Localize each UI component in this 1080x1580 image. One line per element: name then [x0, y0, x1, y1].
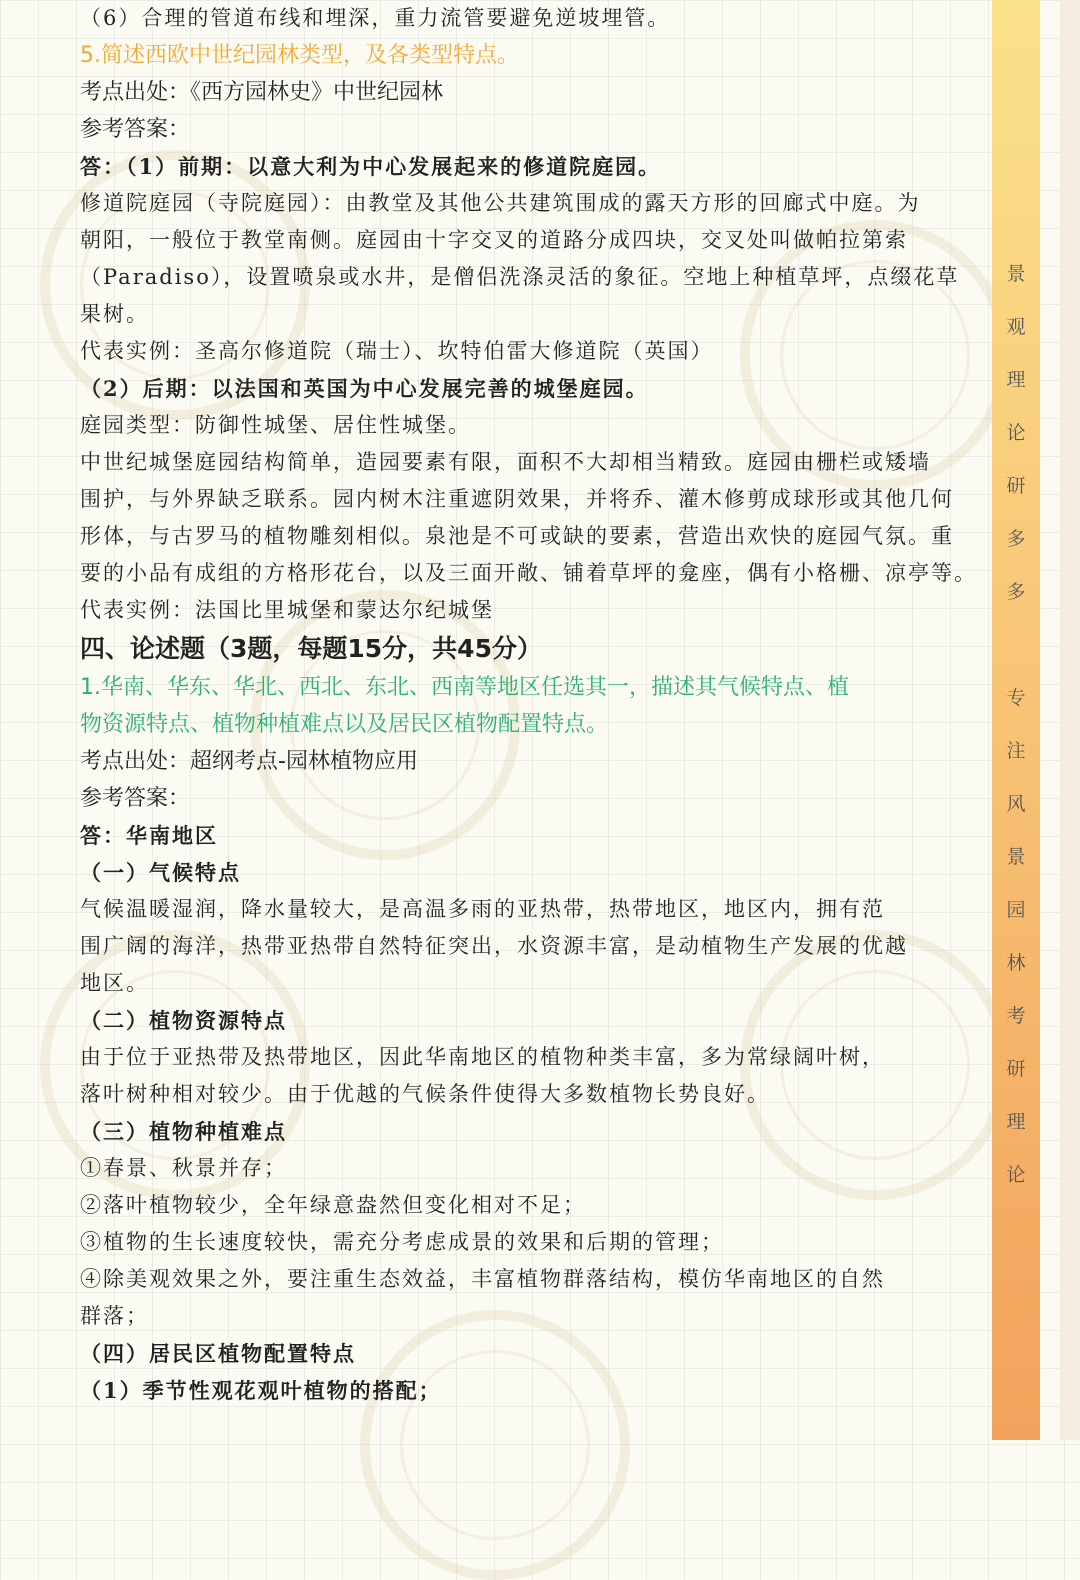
text-line: 群落；	[80, 1304, 149, 1328]
sidebar-char: 景	[1006, 846, 1026, 868]
text-line: （Paradiso），设置喷泉或水井，是僧侣洗涤灵活的象征。空地上种植草坪，点缀花草	[80, 265, 960, 289]
source-line: 考点出处：超纲考点-园林植物应用	[80, 749, 418, 774]
answer-subheading: （1）季节性观花观叶植物的搭配；	[80, 1378, 442, 1403]
text-line: ②落叶植物较少，全年绿意盎然但变化相对不足；	[80, 1193, 586, 1217]
text-line: 落叶树种相对较少。由于优越的气候条件使得大多数植物长势良好。	[80, 1082, 770, 1106]
sidebar-char: 林	[1006, 952, 1026, 974]
section-heading: 四、论述题（3题，每题15分，共45分）	[80, 634, 542, 663]
text-line: 中世纪城堡庭园结构简单，造园要素有限，面积不大却相当精致。庭园由栅栏或矮墙	[80, 450, 931, 474]
answer-label: 参考答案：	[80, 117, 191, 142]
answer-subheading: （四）居民区植物配置特点	[80, 1341, 356, 1366]
sidebar-char: 风	[1006, 793, 1026, 815]
sidebar-char: 论	[1006, 422, 1026, 444]
question-5-heading: 5.简述西欧中世纪园林类型，及各类型特点。	[80, 43, 519, 68]
sidebar-banner	[992, 0, 1040, 1440]
sidebar-char	[992, 619, 1040, 672]
text-line: 代表实例：法国比里城堡和蒙达尔纪城堡	[80, 598, 494, 622]
sidebar-char: 研	[1006, 1058, 1026, 1080]
answer-subheading: （二）植物资源特点	[80, 1008, 287, 1033]
sidebar-char: 考	[1006, 1005, 1026, 1027]
question-1-heading: 1.华南、华东、华北、西北、东北、西南等地区任选其一，描述其气候特点、植	[80, 675, 849, 700]
sidebar-char: 多	[1006, 528, 1026, 550]
text-line: 庭园类型：防御性城堡、居住性城堡。	[80, 413, 471, 437]
sidebar-char: 景	[1006, 263, 1026, 285]
document-body	[80, 0, 992, 1409]
text-line: （6）合理的管道布线和埋深，重力流管要避免逆坡埋管。	[80, 6, 671, 30]
question-1-heading: 物资源特点、植物种植难点以及居民区植物配置特点。	[80, 712, 609, 737]
sidebar-char: 观	[1006, 316, 1026, 338]
sidebar-vertical-text	[992, 248, 1040, 1202]
answer-label: 参考答案：	[80, 786, 191, 811]
text-line: ①春景、秋景并存；	[80, 1156, 287, 1180]
sidebar-char: 理	[1006, 369, 1026, 391]
text-line: ③植物的生长速度较快，需充分考虑成景的效果和后期的管理；	[80, 1230, 724, 1254]
source-line: 考点出处：《西方园林史》中世纪园林	[80, 80, 444, 105]
answer-subheading: （一）气候特点	[80, 860, 241, 885]
text-line: 由于位于亚热带及热带地区，因此华南地区的植物种类丰富，多为常绿阔叶树，	[80, 1045, 885, 1069]
text-line: 围广阔的海洋，热带亚热带自然特征突出，水资源丰富，是动植物生产发展的优越	[80, 934, 908, 958]
sidebar-char: 专	[1006, 687, 1026, 709]
text-line: 修道院庭园（寺院庭园）：由教堂及其他公共建筑围成的露天方形的回廊式中庭。为	[80, 191, 921, 215]
answer-subheading: 答：（1）前期：以意大利为中心发展起来的修道院庭园。	[80, 154, 662, 179]
sidebar-char: 理	[1006, 1111, 1026, 1133]
text-line: 气候温暖湿润，降水量较大，是高温多雨的亚热带，热带地区，地区内，拥有范	[80, 897, 885, 921]
text-line: 果树。	[80, 302, 149, 326]
sidebar-char: 注	[1006, 740, 1026, 762]
answer-subheading: （三）植物种植难点	[80, 1119, 287, 1144]
page-edge	[1060, 0, 1080, 1440]
sidebar-char: 多	[1006, 581, 1026, 603]
text-line: 围护，与外界缺乏联系。园内树木注重遮阴效果，并将乔、灌木修剪成球形或其他几何	[80, 487, 954, 511]
text-line: 地区。	[80, 971, 149, 995]
text-line: 要的小品有成组的方格形花台，以及三面开敞、铺着草坪的龛座，偶有小格栅、凉亭等。	[80, 561, 977, 585]
answer-subheading: 答：华南地区	[80, 823, 218, 848]
sidebar-char: 研	[1006, 475, 1026, 497]
text-line: ④除美观效果之外，要注重生态效益，丰富植物群落结构，模仿华南地区的自然	[80, 1267, 885, 1291]
text-line: 代表实例：圣高尔修道院（瑞士）、坎特伯雷大修道院（英国）	[80, 339, 714, 363]
answer-subheading: （2）后期：以法国和英国为中心发展完善的城堡庭园。	[80, 376, 649, 401]
sidebar-char: 论	[1006, 1164, 1026, 1186]
text-line: 朝阳，一般位于教堂南侧。庭园由十字交叉的道路分成四块，交叉处叫做帕拉第索	[80, 228, 908, 252]
text-line: 形体，与古罗马的植物雕刻相似。泉池是不可或缺的要素，营造出欢快的庭园气氛。重	[80, 524, 954, 548]
sidebar-char: 园	[1006, 899, 1026, 921]
